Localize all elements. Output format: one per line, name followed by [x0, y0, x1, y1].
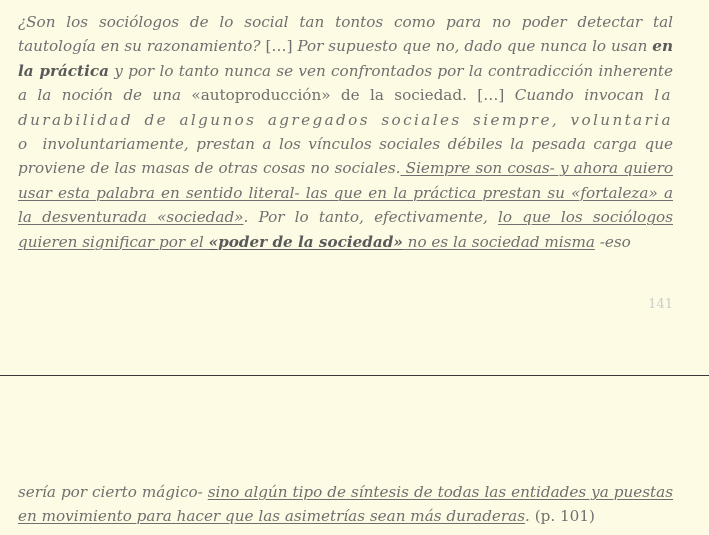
text-segment: y por lo tanto nunca se ven confrontados por la contradicción inherente a la noción de una — [18, 61, 673, 105]
underlined-highlight: no es la sociedad misma — [402, 232, 595, 251]
underlined-highlight: lo que los sociólogos quieren significar por el — [18, 208, 673, 251]
text-segment: -eso — [594, 232, 631, 251]
text-segment: involuntariamente, prestan a los vínculos sociales débiles la pesada carga que proviene de las masas de otras cosas no sociales. — [18, 135, 673, 178]
text-segment: Por supuesto que no, dado que nunca lo usan — [297, 37, 653, 56]
citation-page-ref: (p. 101) — [534, 507, 595, 526]
quote-paragraph-top — [18, 10, 673, 254]
text-segment-upright: «autoproducción» de la sociedad. […] — [191, 86, 515, 105]
page-divider — [0, 375, 709, 376]
page-number: 141 — [648, 297, 673, 312]
text-segment: . — [525, 507, 535, 526]
text-segment: ¿Son los sociólogos de lo social tan tontos como para no poder detectar tal tautología en su razonamiento? — [18, 13, 673, 56]
quote-paragraph-bottom — [18, 480, 673, 529]
text-segment: . Por lo tanto, efectivamente, — [243, 208, 499, 227]
ellipsis-bracket: […] — [265, 37, 298, 56]
underlined-highlight: sino algún tipo de síntesis de todas las entidades ya puestas en movimiento para hacer que las asimetrías sean más duraderas — [18, 483, 673, 526]
bold-phrase-en-la-practica: en la práctica — [18, 37, 673, 80]
text-segment: sería por cierto mágico- — [18, 483, 208, 501]
text-segment: Cuando invocan — [514, 86, 655, 105]
text-segment-spaced: la durabilidad de algunos agregados sociales siempre, voluntaria o — [18, 86, 673, 154]
bold-underlined-poder-de-la-sociedad: «poder de la sociedad» — [208, 232, 403, 251]
underlined-highlight: Siempre son cosas- y ahora quiero usar esta palabra en sentido literal- las que en la práctica prestan su «fortaleza» a la desventurada «sociedad» — [18, 159, 674, 227]
